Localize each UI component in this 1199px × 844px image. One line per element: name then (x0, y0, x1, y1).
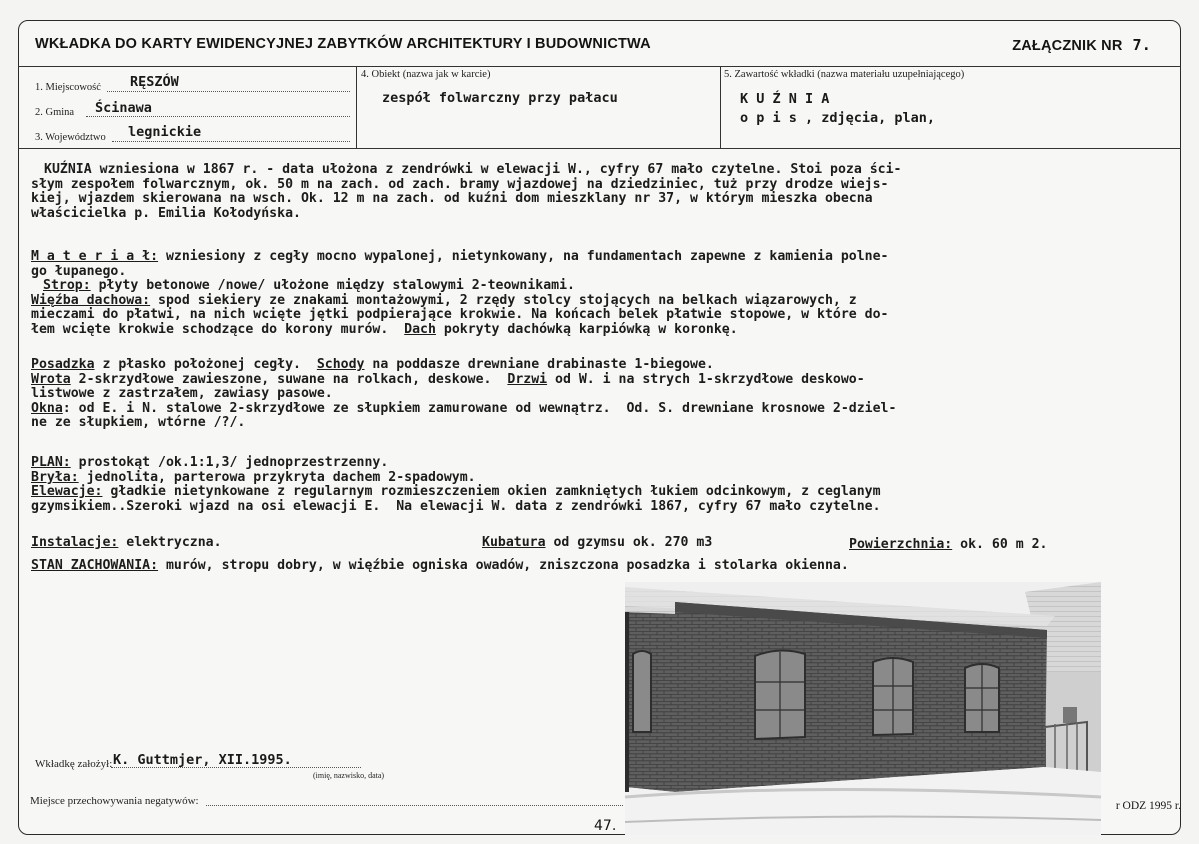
material-label: M a t e r i a ł: (31, 249, 159, 264)
schody-label: Schody (316, 357, 365, 372)
attachment-number-value: 7. (1132, 36, 1151, 54)
smithy-photo (625, 582, 1101, 835)
obiekt-value: zespół folwarczny przy pałacu (382, 90, 618, 106)
miejscowosc-value: RĘSZÓW (130, 74, 179, 90)
kubatura-line (482, 536, 712, 551)
miejscowosc-label: 1. Miejscowość (35, 82, 101, 93)
obiekt-label: 4. Obiekt (nazwa jak w karcie) (361, 69, 491, 80)
strop-label: Strop: (43, 278, 91, 293)
kubatura-label: Kubatura (482, 535, 546, 550)
instalacje-text: elektryczna. (118, 535, 222, 550)
grid-line (356, 66, 357, 148)
plan-label: PLAN: (31, 455, 71, 470)
wiezba-text: spod siekiery ze znakami montażowymi, 2 rzędy stolcy stojących na belkach wiązarowych, z (150, 292, 857, 308)
zalozyl-value: K. Guttmjer, XII.1995. (113, 752, 292, 768)
zawartosc-value-2: o p i s , zdjęcia, plan, (740, 110, 936, 126)
material-section (31, 250, 1171, 337)
kubatura-text: od gzymsu ok. 270 m3 (545, 535, 713, 550)
card-title: WKŁADKA DO KARTY EWIDENCYJNEJ ZABYTKÓW ARCHITEKTURY I BUDOWNICTWA (35, 36, 651, 52)
plan-section (31, 456, 1171, 514)
dach-text: pokryty dachówką karpiówką w koronkę. (435, 321, 738, 337)
smithy-photo-image (625, 582, 1101, 835)
bryla-label: Bryła: (31, 469, 79, 485)
description-paragraph (31, 163, 1171, 221)
description-line: właścicielka p. Emilia Kołodyńska. (31, 205, 301, 221)
okna-text: : od E. i N. stalowe 2-skrzydłowe ze słupkiem zamurowane od wewnątrz. Od. S. drewniane krosnowe 2-dziel- (62, 400, 897, 416)
grid-line (18, 66, 1181, 67)
stan-line (31, 559, 1171, 574)
attachment-label: ZAŁĄCZNIK NR (1012, 38, 1123, 54)
description-line: KUŹNIA wzniesiona w 1867 r. - data ułożona z zendrówki w elewacji W., cyfry 67 mało czytelne. Stoi poza ści- (44, 162, 902, 177)
wrota-label: Wrota (31, 371, 71, 387)
odz-note: r ODZ 1995 r. (1115, 800, 1181, 812)
powierzchnia-line (849, 538, 1048, 553)
drzwi-text: od W. i na strych 1-skrzydłowe deskowo- (547, 371, 865, 387)
wiezba-line-2: mieczami do płatwi, na nich wcięte jętki podpierające krokwie. Na końcach belek płatwie stopowe, w które do- (31, 307, 889, 322)
posadzka-text: z płasko położonej cegły. (94, 357, 317, 372)
material-cont: go łupanego. (31, 263, 127, 279)
bryla-text: jednolita, parterowa przykryta dachem 2-spadowym. (78, 469, 476, 485)
description-line: kiej, wjazdem skierowana na wsch. Ok. 12 m na zach. od kuźni dom mieszklany nr 37, w którym mieszka obecna (31, 191, 873, 206)
wojewodztwo-label: 3. Województwo (35, 132, 106, 143)
wiezba-line-3: łem wcięte krokwie schodzące do korony murów. (31, 321, 405, 337)
zawartosc-label: 5. Zawartość wkładki (nazwa materiału uzupełniającego) (724, 69, 965, 80)
okna-label: Okna (31, 400, 63, 416)
zalozyl-hint: (imię, nazwisko, data) (313, 771, 385, 780)
powierzchnia-text: ok. 60 m 2. (952, 537, 1048, 552)
dach-label: Dach (404, 321, 436, 337)
negatywy-line (206, 805, 623, 806)
grid-line (720, 66, 721, 148)
drzwi-label: Drzwi (507, 371, 548, 387)
zalozyl-label: Wkładkę założył: (35, 758, 113, 770)
stan-text: murów, stropu dobry, w więźbie ogniska owadów, zniszczona posadzka i stolarka okienna. (158, 558, 849, 573)
wojewodztwo-value: legnickie (128, 124, 202, 140)
gmina-label: 2. Gmina (35, 107, 75, 118)
wiezba-label: Więźba dachowa: (31, 292, 151, 308)
wrota-cont: listwowe z zastrzałem, zawiasy pasowe. (31, 386, 333, 401)
wrota-text: 2-skrzydłowe zawieszone, suwane na rolkach, deskowe. (70, 371, 508, 387)
elewacje-text: gładkie nietynkowane z regularnym rozmieszczeniem okien zamkniętych łukiem odcinkowym, z ceglanym (102, 484, 881, 499)
description-line: słym zespołem folwarcznym, ok. 50 m na zach. od zach. bramy wjazdowej na dziedziniec, tuż przy drodze wiejs- (31, 176, 889, 192)
posadzka-label: Posadzka (31, 357, 95, 372)
strop-text: płyty betonowe /nowe/ ułożone między stalowymi 2-teownikami. (90, 278, 575, 293)
okna-cont: ne ze słupkiem, wtórne /?/. (31, 415, 246, 430)
gmina-value: Ścinawa (95, 100, 152, 116)
grid-line (18, 148, 1181, 149)
elewacje-cont: gzymsikiem..Szeroki wjazd na osi elewacji E. Na elewacji W. data z zendrówki 1867, cyfry 67 mało czytelne. (31, 498, 881, 514)
page-number: 47. (594, 818, 617, 834)
stan-label: STAN ZACHOWANIA: (31, 558, 159, 573)
material-text: wzniesiony z cegły mocno wypalonej, nietynkowany, na fundamentach zapewne z kamienia polne- (158, 249, 889, 264)
negatywy-label: Miejsce przechowywania negatywów: (30, 795, 199, 807)
attachment-number (1012, 36, 1151, 54)
zawartosc-value-1: K U Ź N I A (740, 91, 830, 107)
details-section (31, 358, 1171, 431)
powierzchnia-label: Powierzchnia: (849, 537, 953, 552)
elewacje-label: Elewacje: (31, 484, 103, 499)
gmina-line (86, 116, 350, 117)
instalacje-label: Instalacje: (31, 535, 119, 550)
schody-text: na poddasze drewniane drabinaste 1-biegowe. (364, 357, 714, 372)
wojewodztwo-line (112, 141, 350, 142)
plan-text: prostokąt /ok.1:1,3/ jednoprzestrzenny. (70, 455, 389, 470)
miejscowosc-line (107, 91, 350, 92)
